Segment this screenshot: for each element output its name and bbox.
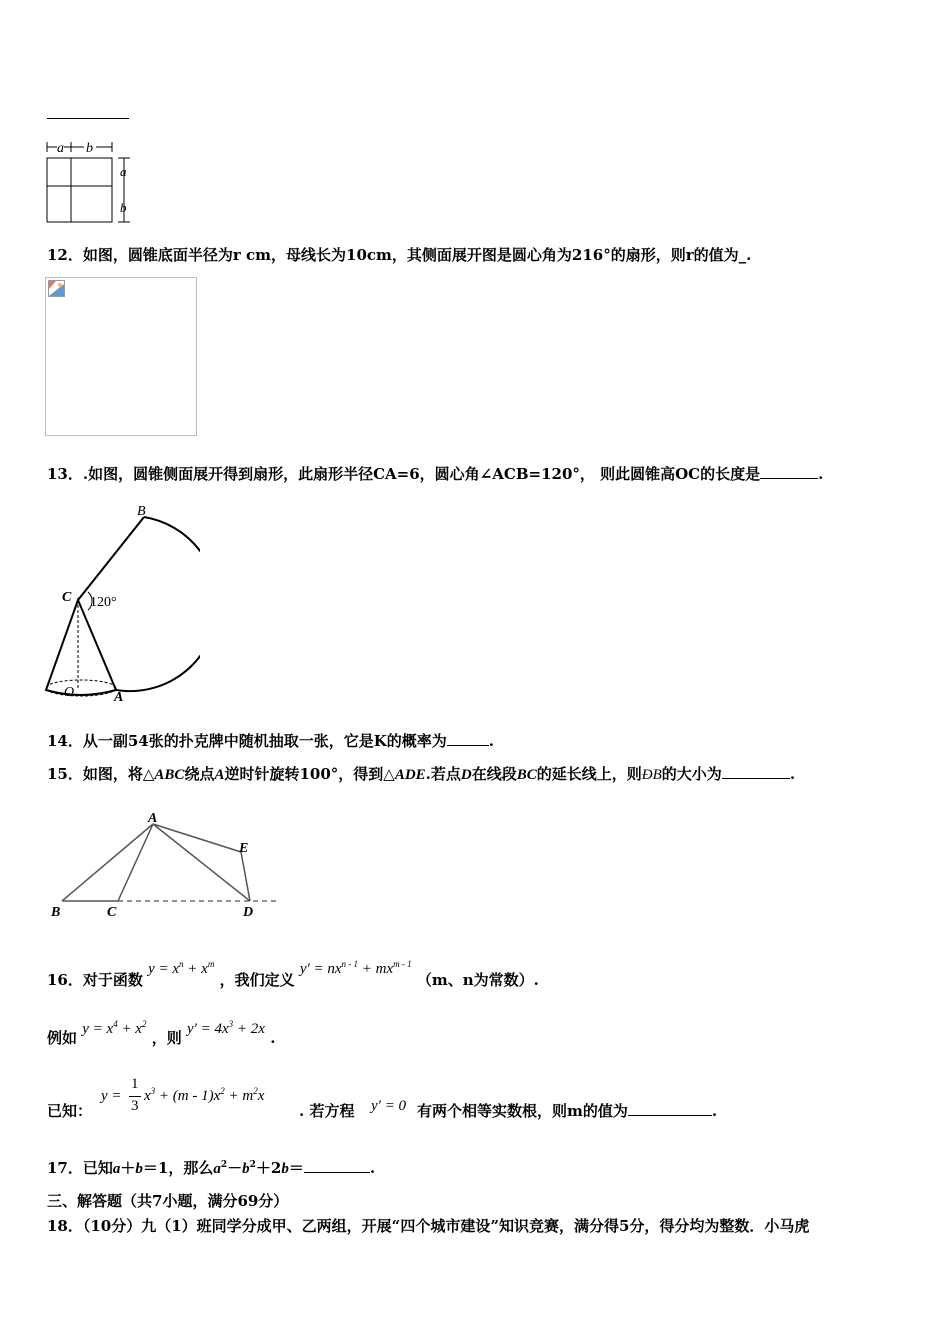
fraction-denominator: 3 [131, 1098, 139, 1114]
label-o: O [64, 685, 75, 700]
q13-cone-sector-figure [40, 500, 200, 712]
section-heading: 三、解答题（共7小题，满分69分） [47, 1192, 289, 1210]
label-a: A [114, 690, 124, 705]
label-a: A [148, 811, 158, 826]
question-17: 17．已知a＋b＝1，那么$a^2-b^2+2b=$ . [47, 1159, 376, 1177]
label-c: C [62, 590, 72, 605]
q11-grid-figure [44, 138, 136, 228]
question-14: 14．从一副54张的扑克牌中随机抽取一张，它是K的概率为 . [47, 732, 495, 750]
label-e: E [239, 841, 249, 856]
label-b: B [51, 905, 61, 920]
label-d: D [243, 905, 254, 920]
label-a: a [57, 141, 64, 156]
label-b-vertical: b [120, 200, 127, 215]
label-c: C [107, 905, 117, 920]
question-16-line-3: 已知： y = 1 3 $x^3 + (m - 1)x^2 + m^2x$ . 若方程 y′ = 0 有两个相等实数根，则m的值为 . [47, 1076, 718, 1120]
fraction-bar [129, 1096, 141, 1097]
question-16-line-1: 16．对于函数 $y = x^n + x^m$ ，我们定义 $y' = nx^{n - 1} + mx^{m - 1}$ （m、n为常数）. [47, 959, 539, 989]
question-15: 15．如图，将△ABC绕点A逆时针旋转100°，得到△ADE.若点D在线段BC的延长线上，则ÐB的大小为 . [47, 765, 796, 783]
fraction-numerator: 1 [131, 1076, 139, 1092]
broken-image-icon [48, 280, 66, 298]
label-angle: 120° [90, 595, 117, 610]
label-b: B [137, 504, 146, 519]
broken-image-placeholder [45, 277, 197, 436]
question-18: 18．（10分）九（1）班同学分成甲、乙两组，开展“四个城市建设”知识竞赛，满分得5分，得分均为整数．小马虎 [47, 1217, 810, 1235]
question-16-line-2: 例如 $y = x^4 + x^2$ ，则 $y' = 4x^3 + 2x$ . [47, 1019, 276, 1047]
question-13: 13．.如图，圆锥侧面展开得到扇形，此扇形半径CA=6，圆心角∠ACB=120°， 则此圆锥高OC的长度是 . [47, 465, 824, 483]
q15-triangle-figure [45, 808, 285, 920]
answer-blank-line [47, 118, 129, 119]
question-12: 12．如图，圆锥底面半径为r cm，母线长为10cm，其侧面展开图是圆心角为216°的扇形，则r的值为_. [47, 246, 752, 264]
label-a-vertical: a [120, 164, 127, 179]
label-b: b [86, 141, 93, 156]
